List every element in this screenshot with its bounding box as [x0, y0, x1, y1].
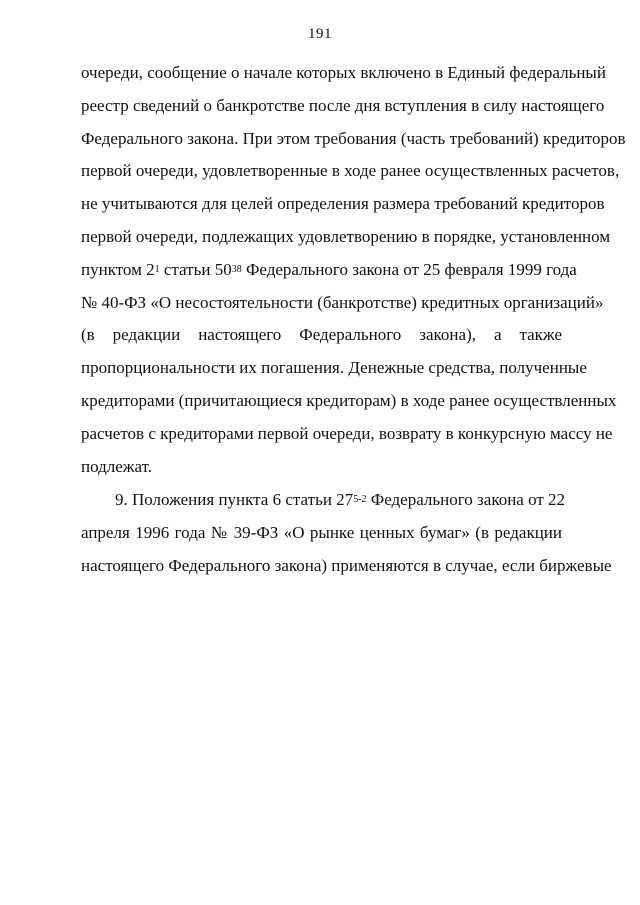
- page-number: 191: [308, 26, 332, 42]
- text-line: настоящего Федерального закона) применяются в случае, если биржевые: [81, 555, 612, 575]
- text-segment: Федерального закона от 22: [366, 490, 566, 509]
- superscript: 1: [154, 263, 160, 275]
- text-line: [81, 484, 566, 517]
- superscript: 38: [231, 263, 242, 275]
- paragraph-2: [81, 484, 612, 582]
- text-line: [81, 254, 577, 287]
- text-line: (в редакции настоящего Федерального закона), а также: [81, 325, 562, 345]
- text-line: кредиторами (причитающиеся кредиторам) в ходе ранее осуществленных: [81, 390, 617, 410]
- text-line: Федерального закона. При этом требования (часть требований) кредиторов: [81, 128, 626, 148]
- paragraph-1: [81, 57, 626, 483]
- text-segment: Федерального закона от 25 февраля 1999 года: [241, 259, 577, 279]
- text-line: не учитываются для целей определения размера требований кредиторов: [81, 194, 605, 214]
- text-segment: 9. Положения пункта 6 статьи 27: [115, 490, 354, 509]
- text-line: первой очереди, удовлетворенные в ходе ранее осуществленных расчетов,: [81, 161, 620, 181]
- text-line: первой очереди, подлежащих удовлетворению в порядке, установленном: [81, 226, 611, 246]
- text-line: пропорциональности их погашения. Денежные средства, полученные: [81, 358, 587, 378]
- text-segment: статьи 50: [159, 259, 232, 279]
- text-line: реестр сведений о банкротстве после дня вступления в силу настоящего: [81, 95, 605, 115]
- text-segment: пунктом 2: [81, 259, 155, 279]
- text-line: подлежат.: [81, 456, 153, 476]
- text-line: № 40-ФЗ «О несостоятельности (банкротстве) кредитных организаций»: [81, 292, 604, 312]
- superscript: 5-2: [353, 494, 367, 505]
- text-line: апреля 1996 года № 39-ФЗ «О рынке ценных бумаг» (в редакции: [81, 522, 562, 542]
- text-line: очереди, сообщение о начале которых включено в Единый федеральный: [81, 63, 606, 82]
- text-line: расчетов с кредиторами первой очереди, возврату в конкурсную массу не: [81, 423, 613, 443]
